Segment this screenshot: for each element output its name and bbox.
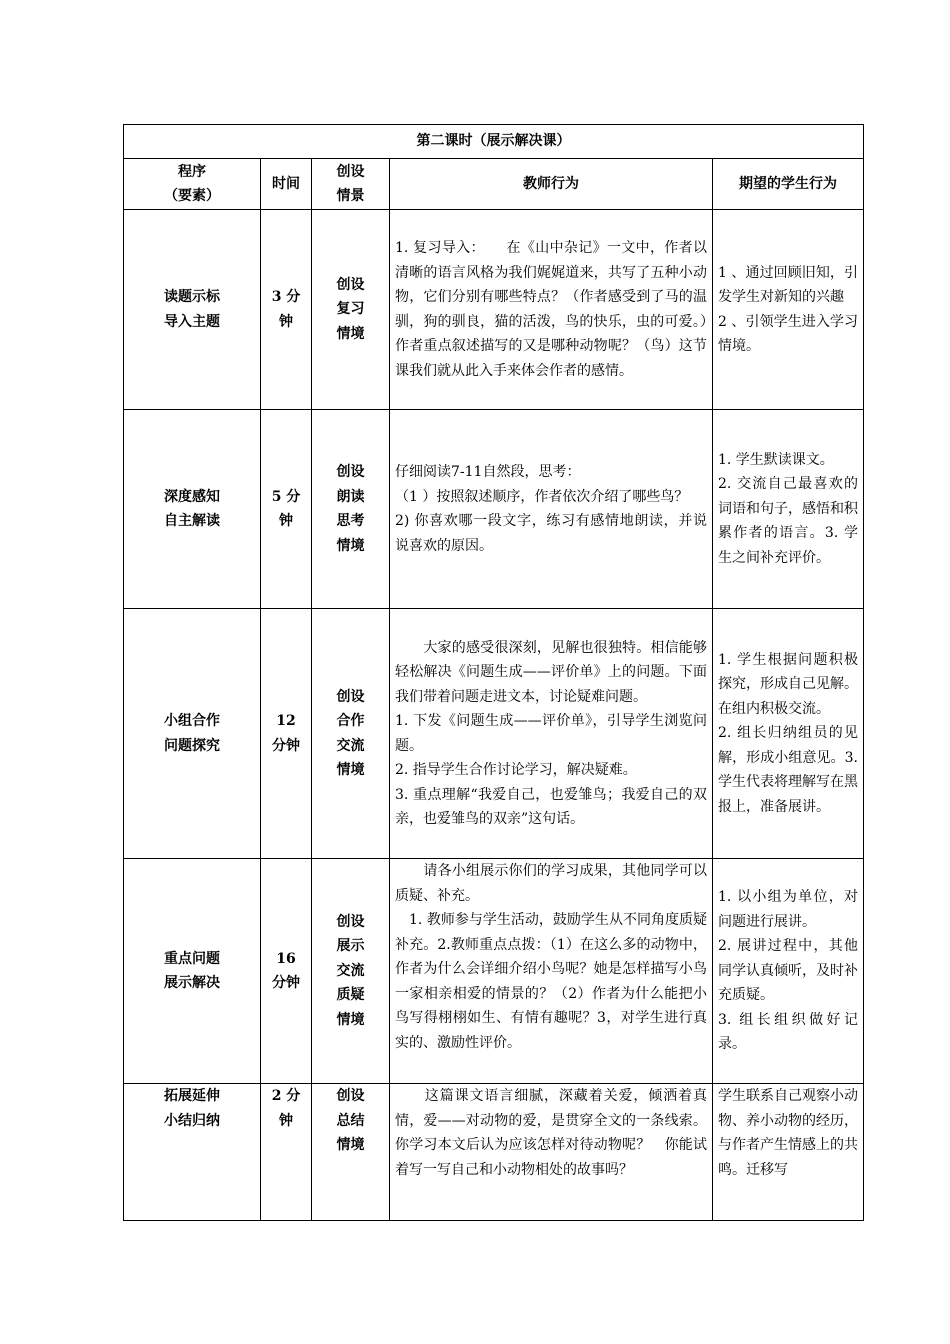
row-time: 5 分 钟 [261,410,312,609]
row-teacher-behavior: 这篇课文语言细腻，深藏着关爱，倾洒着真情，爱——对动物的爱，是贯穿全文的一条线索。你学习本文后认为应该怎样对待动物呢？ 你能试着写一写自己和小动物相处的故事吗？ [390,1084,713,1221]
table-row [124,410,864,609]
row-scene: 创设 朗读 思考 情境 [312,410,390,609]
row-procedure: 读题示标 导入主题 [124,210,261,410]
table-row [124,859,864,1084]
row-teacher-behavior: 1. 复习导入： 在《山中杂记》一文中，作者以清晰的语言风格为我们娓娓道来，共写了五种小动物，它们分别有哪些特点？（作者感受到了马的温驯，狗的驯良，猫的活泼，鸟的快乐，虫的可爱。）作者重点叙述描写的又是哪种动物呢？（鸟）这节课我们就从此入手来体会作者的感情。 [390,210,713,410]
row-student-behavior: 1. 学生根据问题积极探究，形成自己见解。在组内积极交流。 2. 组长归纳组员的见解，形成小组意见。3. 学生代表将理解写在黑报上，准备展讲。 [713,609,864,859]
table-row [124,609,864,859]
row-procedure: 小组合作 问题探究 [124,609,261,859]
header-time: 时间 [261,159,312,210]
row-scene: 创设 总结 情境 [312,1084,390,1221]
row-student-behavior: 1. 学生默读课文。 2. 交流自己最喜欢的词语和句子，感悟和积累作者的语言。3. 学生之间补充评价。 [713,410,864,609]
row-scene: 创设 复习 情境 [312,210,390,410]
row-teacher-behavior: 大家的感受很深刻，见解也很独特。相信能够轻松解决《问题生成——评价单》上的问题。下面我们带着问题走进文本，讨论疑难问题。 1. 下发《问题生成——评价单》，引导学生浏览问题。 2. 指导学生合作讨论学习，解决疑难。 3. 重点理解“我爱自己，也爱雏鸟；我爱自己的双亲，也爱雏鸟的双亲”这句话。 [390,609,713,859]
row-procedure: 拓展延伸 小结归纳 [124,1084,261,1221]
row-student-behavior: 学生联系自己观察小动物、养小动物的经历，与作者产生情感上的共鸣。迁移写 [713,1084,864,1221]
table-title: 第二课时（展示解决课） [124,125,864,159]
row-scene: 创设 合作 交流 情境 [312,609,390,859]
row-time: 2 分 钟 [261,1084,312,1221]
header-scene: 创设 情景 [312,159,390,210]
header-procedure: 程序 （要素） [124,159,261,210]
row-scene: 创设 展示 交流 质疑 情境 [312,859,390,1084]
row-time: 16 分钟 [261,859,312,1084]
table-header-row [124,159,864,210]
table-row [124,1084,864,1221]
row-time: 3 分 钟 [261,210,312,410]
row-teacher-behavior: 仔细阅读7-11自然段，思考： （1 ）按照叙述顺序，作者依次介绍了哪些鸟？ 2) 你喜欢哪一段文字，练习有感情地朗读，并说说喜欢的原因。 [390,410,713,609]
table-title-row [124,125,864,159]
row-student-behavior: 1 、通过回顾旧知，引发学生对新知的兴趣 2 、引领学生进入学习情境。 [713,210,864,410]
row-procedure: 重点问题 展示解决 [124,859,261,1084]
table-row [124,210,864,410]
row-time: 12 分钟 [261,609,312,859]
header-student: 期望的学生行为 [713,159,864,210]
row-procedure: 深度感知 自主解读 [124,410,261,609]
lesson-plan-table [123,124,864,1221]
header-teacher: 教师行为 [390,159,713,210]
row-teacher-behavior: 请各小组展示你们的学习成果，其他同学可以质疑、补充。 1. 教师参与学生活动，鼓励学生从不同角度质疑补充。2.教师重点点拨：（1）在这么多的动物中，作者为什么会详细介绍小鸟呢？她是怎样描写小鸟一家相亲相爱的情景的？（2）作者为什么能把小鸟写得栩栩如生、有情有趣呢？3，对学生进行真实的、激励性评价。 [390,859,713,1084]
row-student-behavior: 1. 以小组为单位，对问题进行展讲。 2. 展讲过程中，其他同学认真倾听，及时补充质疑。 3. 组长组织做好记录。 [713,859,864,1084]
